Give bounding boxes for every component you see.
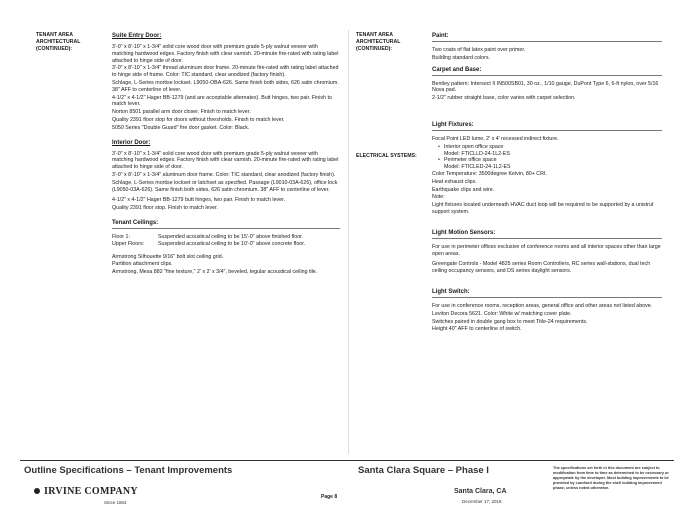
disclaimer-note: The specifications set forth in this document are subject to modification from time to time as determined to be necessary or appropriate by the developer. Most building improvements to be provided by Landlord during the shell building improvement phase, unless noted otherwise. (553, 466, 669, 490)
interior-lockset-spec: Schlage, L-Series mortise lockset or latchset as specified. Passage (L9010-03A-626), office lock (L9050-03A-626). Same finish both sides, 626 satin chromium. 38" AFF to centerline of lever. (112, 179, 338, 193)
heading-suite-entry-door: Suite Entry Door: (112, 33, 162, 39)
right-side-labels (356, 32, 426, 160)
interior-frame-spec: 3'-0" x 8'-10" x 1-3/4" aluminum door frame. Color: TIC standard, clear anodized (factory finish). (112, 171, 336, 178)
switch-height: Height 40" AFF to centerline of switch. (432, 326, 522, 333)
suite-stop-spec: Quality 2391 floor stop for doors without thresholds. Finish to match lever. (112, 116, 285, 123)
bullet-title: Interior open office space (444, 143, 504, 150)
company-logo: IRVINE COMPANY (44, 486, 138, 497)
heading-interior-door: Interior Door: (112, 139, 151, 146)
note-text: Light fixtures located underneath HVAC duct loop will be required to be supported by a unistrut support system. (432, 202, 654, 215)
list-item: • Perimeter office space Model: FTICLED-24-1L2-ES (438, 157, 511, 171)
ceiling-row-floor-1 (112, 234, 340, 241)
suite-closer-spec: Norton 8501 parallel arm door closer. Finish to match lever. (112, 109, 251, 116)
section-label-architectural: TENANT AREA ARCHITECTURAL (CONTINUED): (36, 32, 81, 52)
suite-lockset-spec: Schlage, L-Series mortise lockset. L9050-OBA-626. Same finish both sides, 626 satin chromium. 38" AFF to centerline of lever. (112, 79, 339, 93)
note-label: Note: (432, 194, 445, 201)
left-column (112, 32, 340, 277)
ceiling-floor-value: Suspended acoustical ceiling to be 10'-0" above concrete floor. (158, 240, 306, 247)
right-column (432, 32, 662, 334)
bullet-title: Perimeter office space (444, 157, 497, 164)
column-divider (348, 30, 349, 454)
bullet-model: Model: FTICLED-24-1L2-ES (444, 164, 511, 171)
earthquake-clips: Earthquake clips and wire. (432, 186, 495, 193)
switch-pairing: Switches paired in double gang box to meet Title-24 requirements. (432, 318, 588, 325)
motion-model: Greengate Controls - Model 4825 series Room Controllers, RC series wall-stations, dual tech ceiling occupancy sensors, and DS series daylight sensors. (432, 261, 651, 275)
interior-stop-spec: Quality 2391 floor stop. Finish to match lever. (112, 205, 218, 212)
section-label-electrical: ELECTRICAL SYSTEMS: (356, 153, 417, 159)
company-logo-icon (34, 488, 40, 494)
document-title: Outline Specifications – Tenant Improvements (24, 465, 233, 476)
heading-paint: Paint: (432, 32, 662, 42)
switch-usage: For use in conference rooms, reception areas, general office and other areas not listed above. (432, 302, 653, 309)
section-label-architectural: TENANT AREA ARCHITECTURAL (CONTINUED): (356, 32, 401, 52)
paint-spec: Two coats of flat latex paint over primer. (432, 47, 526, 53)
heading-carpet-base: Carpet and Base: (432, 66, 662, 76)
heading-light-fixtures: Light Fixtures: (432, 121, 662, 131)
motion-usage: For use in perimeter offices exclusive of conference rooms and all interior spaces other than large open areas. (432, 243, 661, 257)
bullet-model: Model: FTICLLD-24-1L2-ES (444, 150, 510, 157)
company-since: Since 1864 (104, 500, 127, 505)
suite-hinges-spec: 4-1/2" x 4-1/2" Hager BB-1279 (and are acceptable alternates). Butt hinges, two pair. Finish to match lever. (112, 94, 332, 108)
ceiling-clips-spec: Partition attachment clips. (112, 261, 173, 268)
heading-tenant-ceilings: Tenant Ceilings: (112, 219, 340, 229)
carpet-spec: Bentley pattern: Intersect II IN500SB01, 30 oz., 1/10 gauge, DuPont Type 6, 6-ft nylon, over 5/16 Nova pad. (432, 80, 659, 94)
paint-colors: Building standard colors. (432, 54, 491, 61)
ceiling-grid-spec: Armstrong Silhouette 9/16" bolt slot ceiling grid. (112, 253, 224, 260)
list-item: • Interior open office space Model: FTICLLD-24-1L2-ES (438, 143, 510, 157)
ceiling-tile-spec: Armstrong, Mesa 882 "fine texture," 2' x 2' x 3/4", beveled, tegular acoustical ceiling tile. (112, 269, 318, 276)
ceiling-floor-label: Upper Floors: (112, 240, 145, 247)
document-date: December 17, 2018 (462, 499, 502, 504)
heat-exhaust-clips: Heat exhaust clips. (432, 178, 477, 185)
color-temperature: Color Temperature: 3500degree Kelvin, 80+ CRI. (432, 170, 547, 177)
switch-model: Leviton Decora 5621. Color: White w/ matching cover plate. (432, 310, 572, 317)
project-city: Santa Clara, CA (454, 488, 507, 495)
ceiling-floor-value: Suspended acoustical ceiling to be 15'-0" above finished floor. (158, 233, 304, 240)
left-side-label (36, 32, 106, 53)
interior-door-spec: 3'-0" x 8'-10" x 1-3/4" solid core wood door with premium grade 5-ply walnut veneer with matching hardwood edges. Factory finish with clear varnish. 20-minute fire-rated with rating label attached to hinge side of door. (112, 150, 339, 171)
heading-light-motion-sensors: Light Motion Sensors: (432, 229, 662, 239)
base-spec: 2-1/2" rubber straight base, color varies with carpet selection. (432, 95, 576, 102)
ceiling-floor-label: Floor 1: (112, 233, 130, 240)
heading-light-switch: Light Switch: (432, 288, 662, 298)
page-number: Page 8 (321, 494, 338, 500)
suite-gasket-spec: 5050 Series "Double Guard" fire door gasket. Color: Black. (112, 124, 250, 131)
ceiling-row-upper-floors (112, 241, 340, 248)
project-name: Santa Clara Square – Phase I (358, 465, 489, 476)
suite-frame-spec: 3'-0" x 8'-10" x 1-3/4" thread aluminum door frame. 20-minute fire-rated with rating label attached to hinge side of frame. Color: TIC standard, clear anodized (factory finish). (112, 65, 339, 79)
footer-rule (20, 460, 674, 461)
suite-door-spec: 3'-0" x 8'-10" x 1-3/4" solid core wood door with premium grade 5-ply walnut veneer with matching hardwood edges. Factory finish with clear varnish. 20-minute fire-rated with rating label attached to hinge side of door. (112, 44, 339, 64)
light-fixture-intro: Focal Point LED lume, 2' x 4' recessed indirect fixture. (432, 135, 559, 142)
interior-hinges-spec: 4-1/2" x 4-1/2" Hager BB-1279 butt hinges, two pair. Finish to match lever. (112, 197, 286, 204)
